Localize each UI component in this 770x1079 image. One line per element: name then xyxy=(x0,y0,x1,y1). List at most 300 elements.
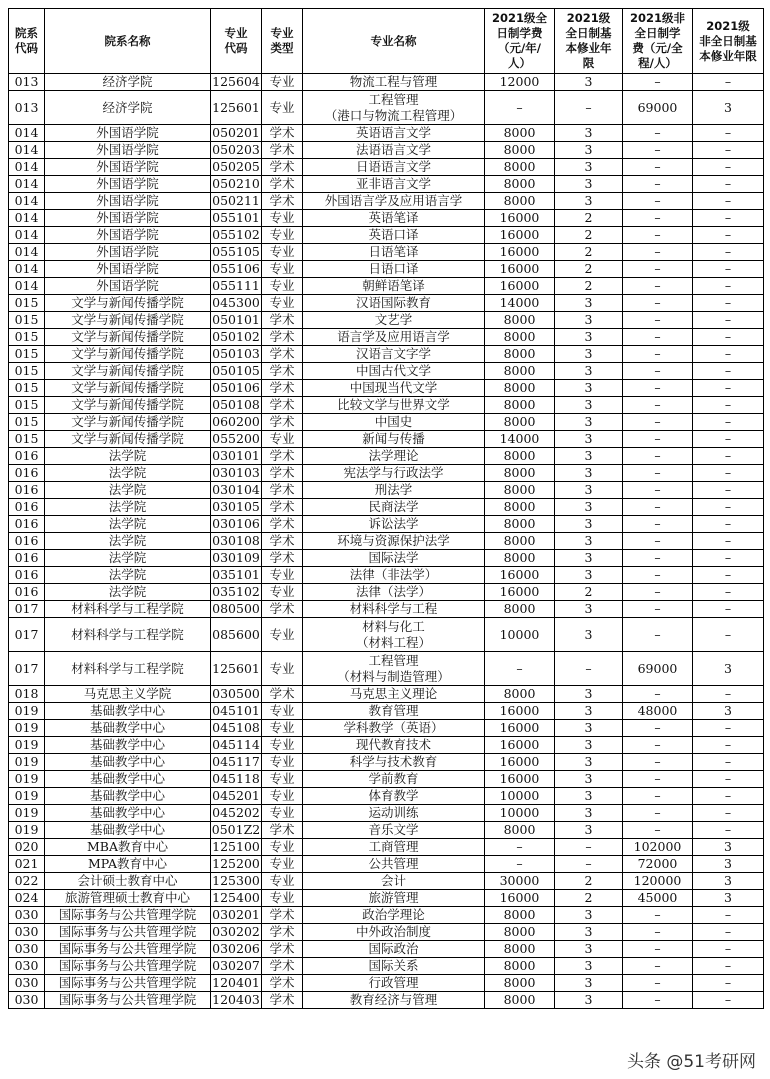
cell-parttime-fee: – xyxy=(623,941,693,958)
cell-fulltime-fee: 14000 xyxy=(485,431,555,448)
cell-major-type: 专业 xyxy=(262,703,303,720)
cell-parttime-years: – xyxy=(693,312,764,329)
cell-major-name: 英语口译 xyxy=(303,227,485,244)
cell-fulltime-years: 3 xyxy=(555,448,623,465)
cell-dept-code: 030 xyxy=(9,992,45,1009)
table-row xyxy=(9,941,764,958)
cell-fulltime-fee: 8000 xyxy=(485,193,555,210)
table-row xyxy=(9,924,764,941)
cell-parttime-years: – xyxy=(693,261,764,278)
cell-major-code: 045114 xyxy=(212,737,260,752)
cell-dept-name: 法学院 xyxy=(45,499,211,516)
cell-parttime-years: – xyxy=(693,550,764,567)
cell-dept-code: 019 xyxy=(9,788,45,805)
cell-dept-name: 文学与新闻传播学院 xyxy=(45,397,211,414)
cell-parttime-years: – xyxy=(693,686,764,703)
cell-dept-name: 基础教学中心 xyxy=(45,822,211,839)
cell-dept-code: 014 xyxy=(9,176,45,193)
cell-parttime-years: – xyxy=(693,720,764,737)
table-row xyxy=(9,533,764,550)
table-row xyxy=(9,465,764,482)
cell-parttime-years: 3 xyxy=(693,873,764,890)
cell-parttime-fee: – xyxy=(623,771,693,788)
table-row xyxy=(9,125,764,142)
cell-parttime-fee: – xyxy=(623,550,693,567)
cell-dept-code: 013 xyxy=(9,91,45,125)
cell-major-name: 工商管理 xyxy=(303,839,485,856)
cell-fulltime-fee: 8000 xyxy=(485,975,555,992)
cell-fulltime-years: 3 xyxy=(555,346,623,363)
cell-fulltime-fee: 8000 xyxy=(485,992,555,1009)
cell-parttime-years: – xyxy=(693,380,764,397)
cell-major-type: 专业 xyxy=(262,771,303,788)
cell-parttime-fee: – xyxy=(623,754,693,771)
cell-major-name: 教育经济与管理 xyxy=(303,992,485,1009)
table-row xyxy=(9,295,764,312)
cell-parttime-fee: – xyxy=(623,686,693,703)
table-row xyxy=(9,890,764,907)
cell-major-name: 政治学理论 xyxy=(303,907,485,924)
cell-parttime-fee: – xyxy=(623,363,693,380)
cell-parttime-fee: 69000 xyxy=(623,652,693,686)
cell-parttime-years: – xyxy=(693,499,764,516)
cell-dept-code: 014 xyxy=(9,159,45,176)
cell-major-code: 055111 xyxy=(212,278,260,293)
cell-fulltime-fee: 8000 xyxy=(485,448,555,465)
cell-major-code: 030206 xyxy=(212,941,260,956)
cell-fulltime-years: 3 xyxy=(555,601,623,618)
cell-parttime-years: – xyxy=(693,482,764,499)
cell-fulltime-fee: 16000 xyxy=(485,278,555,295)
cell-dept-name: 马克思主义学院 xyxy=(45,686,211,703)
cell-fulltime-years: 3 xyxy=(555,737,623,754)
watermark-text: 头条 @51考研网 xyxy=(626,1052,756,1072)
cell-dept-code: 016 xyxy=(9,465,45,482)
cell-major-name: 中国现当代文学 xyxy=(303,380,485,397)
table-row xyxy=(9,584,764,601)
cell-fulltime-fee: 16000 xyxy=(485,754,555,771)
cell-dept-name: 外国语学院 xyxy=(45,142,211,159)
cell-parttime-fee: 120000 xyxy=(623,873,693,890)
cell-fulltime-fee: 8000 xyxy=(485,142,555,159)
cell-parttime-years: – xyxy=(693,346,764,363)
cell-major-code: 030108 xyxy=(212,533,260,548)
cell-parttime-fee: – xyxy=(623,295,693,312)
cell-parttime-fee: – xyxy=(623,907,693,924)
cell-dept-code: 015 xyxy=(9,295,45,312)
cell-fulltime-years: – xyxy=(555,839,623,856)
cell-dept-code: 016 xyxy=(9,448,45,465)
cell-major-type: 学术 xyxy=(262,159,303,176)
cell-fulltime-fee: 8000 xyxy=(485,907,555,924)
cell-dept-name: 法学院 xyxy=(45,550,211,567)
cell-fulltime-fee: 8000 xyxy=(485,499,555,516)
cell-major-name: 语言学及应用语言学 xyxy=(303,329,485,346)
cell-parttime-fee: – xyxy=(623,720,693,737)
table-row xyxy=(9,363,764,380)
cell-major-name: 民商法学 xyxy=(303,499,485,516)
cell-fulltime-fee: 8000 xyxy=(485,601,555,618)
cell-fulltime-years: 3 xyxy=(555,482,623,499)
cell-major-name: 体育教学 xyxy=(303,788,485,805)
cell-major-name: 马克思主义理论 xyxy=(303,686,485,703)
table-row xyxy=(9,737,764,754)
cell-dept-code: 024 xyxy=(9,890,45,907)
cell-major-type: 学术 xyxy=(262,499,303,516)
cell-dept-code: 015 xyxy=(9,380,45,397)
cell-fulltime-years: 3 xyxy=(555,958,623,975)
cell-fulltime-fee: 10000 xyxy=(485,618,555,652)
cell-fulltime-fee: 8000 xyxy=(485,924,555,941)
cell-dept-code: 014 xyxy=(9,210,45,227)
cell-parttime-fee: – xyxy=(623,74,693,91)
cell-major-type: 专业 xyxy=(262,567,303,584)
table-row xyxy=(9,975,764,992)
cell-dept-code: 016 xyxy=(9,567,45,584)
cell-fulltime-years: 2 xyxy=(555,261,623,278)
cell-dept-code: 020 xyxy=(9,839,45,856)
cell-fulltime-years: 3 xyxy=(555,176,623,193)
cell-fulltime-years: 2 xyxy=(555,873,623,890)
cell-fulltime-years: – xyxy=(555,856,623,873)
cell-major-code: 045201 xyxy=(212,788,260,803)
cell-dept-name: 文学与新闻传播学院 xyxy=(45,363,211,380)
header-parttime-fee: 2021级非 全日制学 费（元/全 程/人） xyxy=(623,9,693,74)
cell-fulltime-years: – xyxy=(555,91,623,125)
cell-dept-code: 019 xyxy=(9,703,45,720)
cell-parttime-years: – xyxy=(693,244,764,261)
table-row xyxy=(9,448,764,465)
cell-major-name: 汉语言文字学 xyxy=(303,346,485,363)
cell-parttime-years: – xyxy=(693,227,764,244)
cell-major-name: 外国语言学及应用语言学 xyxy=(303,193,485,210)
cell-fulltime-fee: 8000 xyxy=(485,533,555,550)
cell-dept-name: 基础教学中心 xyxy=(45,805,211,822)
cell-fulltime-years: 3 xyxy=(555,754,623,771)
cell-major-code: 120401 xyxy=(212,975,260,990)
cell-major-type: 学术 xyxy=(262,601,303,618)
cell-fulltime-fee: 8000 xyxy=(485,414,555,431)
cell-dept-name: 国际事务与公共管理学院 xyxy=(45,941,211,958)
table-row xyxy=(9,329,764,346)
header-dept-code: 院系 代码 xyxy=(9,9,45,74)
table-row xyxy=(9,839,764,856)
cell-fulltime-fee: 8000 xyxy=(485,941,555,958)
cell-fulltime-years: – xyxy=(555,652,623,686)
header-dept-name: 院系名称 xyxy=(45,9,211,74)
cell-parttime-fee: – xyxy=(623,992,693,1009)
cell-fulltime-years: 2 xyxy=(555,227,623,244)
cell-dept-name: 法学院 xyxy=(45,567,211,584)
cell-major-code: 125601 xyxy=(211,91,262,125)
cell-major-type: 专业 xyxy=(262,91,303,125)
cell-parttime-fee: – xyxy=(623,125,693,142)
cell-dept-name: 外国语学院 xyxy=(45,159,211,176)
cell-major-code: 125400 xyxy=(212,890,260,905)
cell-major-code: 125601 xyxy=(211,652,262,686)
cell-parttime-years: – xyxy=(693,397,764,414)
cell-parttime-fee: – xyxy=(623,584,693,601)
cell-parttime-years: 3 xyxy=(693,839,764,856)
cell-major-type: 学术 xyxy=(262,550,303,567)
cell-major-name: 日语口译 xyxy=(303,261,485,278)
cell-parttime-fee: – xyxy=(623,431,693,448)
cell-parttime-fee: – xyxy=(623,176,693,193)
cell-fulltime-fee: – xyxy=(485,652,555,686)
cell-dept-name: 法学院 xyxy=(45,465,211,482)
cell-dept-name: 外国语学院 xyxy=(45,244,211,261)
cell-fulltime-years: 3 xyxy=(555,686,623,703)
table-row xyxy=(9,227,764,244)
cell-parttime-years: – xyxy=(693,584,764,601)
cell-fulltime-years: 3 xyxy=(555,703,623,720)
cell-dept-code: 014 xyxy=(9,244,45,261)
cell-parttime-years: – xyxy=(693,431,764,448)
cell-dept-code: 022 xyxy=(9,873,45,890)
cell-fulltime-years: 3 xyxy=(555,397,623,414)
cell-major-code: 050102 xyxy=(212,329,260,344)
cell-dept-code: 017 xyxy=(9,601,45,618)
table-row xyxy=(9,958,764,975)
cell-fulltime-fee: 16000 xyxy=(485,890,555,907)
cell-dept-code: 015 xyxy=(9,346,45,363)
cell-dept-code: 016 xyxy=(9,533,45,550)
table-row xyxy=(9,431,764,448)
cell-fulltime-years: 3 xyxy=(555,907,623,924)
cell-fulltime-years: 3 xyxy=(555,924,623,941)
table-row xyxy=(9,873,764,890)
table-row xyxy=(9,176,764,193)
cell-fulltime-years: 3 xyxy=(555,431,623,448)
cell-fulltime-fee: 16000 xyxy=(485,261,555,278)
cell-dept-name: MBA教育中心 xyxy=(45,839,211,856)
cell-parttime-fee: – xyxy=(623,822,693,839)
cell-parttime-years: – xyxy=(693,907,764,924)
cell-major-name: 国际关系 xyxy=(303,958,485,975)
cell-fulltime-years: 3 xyxy=(555,805,623,822)
cell-fulltime-years: 3 xyxy=(555,193,623,210)
table-row xyxy=(9,652,764,686)
cell-parttime-fee: – xyxy=(623,499,693,516)
cell-major-name: 中国古代文学 xyxy=(303,363,485,380)
cell-fulltime-years: 2 xyxy=(555,890,623,907)
cell-parttime-fee: – xyxy=(623,312,693,329)
cell-major-code: 050205 xyxy=(212,159,260,174)
cell-fulltime-years: 2 xyxy=(555,210,623,227)
cell-major-code: 030103 xyxy=(212,465,260,480)
cell-fulltime-fee: 12000 xyxy=(485,74,555,91)
header-major-name: 专业名称 xyxy=(303,9,485,74)
table-row xyxy=(9,397,764,414)
cell-major-code: 050105 xyxy=(212,363,260,378)
cell-major-type: 学术 xyxy=(262,346,303,363)
cell-major-type: 专业 xyxy=(262,805,303,822)
cell-fulltime-years: 3 xyxy=(555,329,623,346)
cell-dept-code: 015 xyxy=(9,414,45,431)
table-row xyxy=(9,312,764,329)
cell-major-code: 085600 xyxy=(211,618,262,652)
cell-dept-name: 外国语学院 xyxy=(45,227,211,244)
cell-parttime-years: 3 xyxy=(693,652,764,686)
cell-parttime-years: 3 xyxy=(693,856,764,873)
cell-dept-code: 014 xyxy=(9,278,45,295)
table-row xyxy=(9,822,764,839)
cell-major-name: 诉讼法学 xyxy=(303,516,485,533)
cell-parttime-fee: – xyxy=(623,380,693,397)
table-row xyxy=(9,754,764,771)
cell-major-name: 运动训练 xyxy=(303,805,485,822)
cell-dept-code: 030 xyxy=(9,958,45,975)
cell-dept-code: 013 xyxy=(9,74,45,91)
cell-parttime-fee: – xyxy=(623,788,693,805)
table-row xyxy=(9,516,764,533)
cell-major-name: 日语笔译 xyxy=(303,244,485,261)
cell-parttime-years: – xyxy=(693,941,764,958)
cell-parttime-fee: – xyxy=(623,193,693,210)
cell-major-code: 050203 xyxy=(212,142,260,157)
cell-dept-name: 国际事务与公共管理学院 xyxy=(45,907,211,924)
cell-fulltime-years: 3 xyxy=(555,312,623,329)
cell-fulltime-fee: 16000 xyxy=(485,720,555,737)
cell-dept-name: 文学与新闻传播学院 xyxy=(45,329,211,346)
cell-major-type: 学术 xyxy=(262,975,303,992)
cell-fulltime-years: 3 xyxy=(555,125,623,142)
cell-dept-code: 015 xyxy=(9,397,45,414)
cell-dept-name: 国际事务与公共管理学院 xyxy=(45,975,211,992)
cell-parttime-years: – xyxy=(693,788,764,805)
table-row xyxy=(9,142,764,159)
cell-dept-code: 019 xyxy=(9,805,45,822)
cell-fulltime-years: 3 xyxy=(555,720,623,737)
cell-fulltime-years: 3 xyxy=(555,465,623,482)
cell-dept-name: 基础教学中心 xyxy=(45,754,211,771)
table-row xyxy=(9,771,764,788)
cell-major-type: 学术 xyxy=(262,822,303,839)
cell-major-type: 专业 xyxy=(262,754,303,771)
cell-fulltime-years: 3 xyxy=(555,380,623,397)
cell-parttime-fee: – xyxy=(623,142,693,159)
header-major-type: 专业 类型 xyxy=(262,9,303,74)
cell-dept-name: 外国语学院 xyxy=(45,210,211,227)
cell-major-code: 050201 xyxy=(212,125,260,140)
cell-fulltime-fee: 8000 xyxy=(485,482,555,499)
cell-major-name: 现代教育技术 xyxy=(303,737,485,754)
cell-parttime-fee: 102000 xyxy=(623,839,693,856)
cell-parttime-fee: – xyxy=(623,601,693,618)
cell-fulltime-years: 3 xyxy=(555,499,623,516)
cell-major-type: 专业 xyxy=(262,788,303,805)
cell-fulltime-fee: 8000 xyxy=(485,176,555,193)
cell-fulltime-fee: 8000 xyxy=(485,159,555,176)
cell-fulltime-fee: 8000 xyxy=(485,822,555,839)
table-row xyxy=(9,601,764,618)
table-row xyxy=(9,703,764,720)
cell-major-type: 专业 xyxy=(262,227,303,244)
cell-major-code: 045117 xyxy=(212,754,260,769)
cell-major-code: 050108 xyxy=(212,397,260,412)
cell-parttime-years: – xyxy=(693,159,764,176)
cell-major-type: 专业 xyxy=(262,890,303,907)
cell-parttime-years: – xyxy=(693,567,764,584)
cell-fulltime-fee: 30000 xyxy=(485,873,555,890)
cell-dept-name: 文学与新闻传播学院 xyxy=(45,414,211,431)
table-row xyxy=(9,567,764,584)
cell-major-type: 学术 xyxy=(262,176,303,193)
cell-major-name: 国际政治 xyxy=(303,941,485,958)
cell-major-name: 汉语国际教育 xyxy=(303,295,485,312)
cell-dept-name: 外国语学院 xyxy=(45,278,211,295)
table-row xyxy=(9,278,764,295)
cell-major-name: 英语笔译 xyxy=(303,210,485,227)
cell-major-name: 刑法学 xyxy=(303,482,485,499)
cell-dept-name: 材料科学与工程学院 xyxy=(45,601,211,618)
header-row xyxy=(9,9,764,74)
cell-parttime-fee: – xyxy=(623,567,693,584)
cell-major-name: 材料与化工 （材料工程） xyxy=(303,618,485,652)
cell-fulltime-fee: 8000 xyxy=(485,550,555,567)
cell-parttime-years: – xyxy=(693,363,764,380)
cell-dept-code: 014 xyxy=(9,227,45,244)
cell-major-type: 学术 xyxy=(262,686,303,703)
cell-major-type: 专业 xyxy=(262,431,303,448)
cell-fulltime-fee: – xyxy=(485,91,555,125)
cell-parttime-years: – xyxy=(693,771,764,788)
cell-major-type: 专业 xyxy=(262,839,303,856)
table-row xyxy=(9,686,764,703)
cell-fulltime-fee: 8000 xyxy=(485,346,555,363)
cell-dept-name: 法学院 xyxy=(45,482,211,499)
cell-dept-code: 017 xyxy=(9,652,45,686)
cell-parttime-years: – xyxy=(693,74,764,91)
cell-dept-code: 019 xyxy=(9,720,45,737)
cell-fulltime-years: 2 xyxy=(555,278,623,295)
cell-major-name: 法律（法学） xyxy=(303,584,485,601)
table-row xyxy=(9,550,764,567)
cell-parttime-years: – xyxy=(693,125,764,142)
cell-parttime-fee: 45000 xyxy=(623,890,693,907)
table-row xyxy=(9,210,764,227)
cell-dept-name: 文学与新闻传播学院 xyxy=(45,380,211,397)
cell-dept-code: 030 xyxy=(9,907,45,924)
cell-major-code: 050106 xyxy=(212,380,260,395)
cell-parttime-fee: – xyxy=(623,244,693,261)
cell-dept-code: 014 xyxy=(9,125,45,142)
table-row xyxy=(9,720,764,737)
cell-fulltime-years: 2 xyxy=(555,244,623,261)
cell-dept-code: 030 xyxy=(9,941,45,958)
table-row xyxy=(9,193,764,210)
cell-fulltime-fee: 16000 xyxy=(485,210,555,227)
cell-major-code: 030106 xyxy=(212,516,260,531)
cell-fulltime-years: 3 xyxy=(555,771,623,788)
cell-parttime-fee: – xyxy=(623,261,693,278)
cell-dept-code: 021 xyxy=(9,856,45,873)
cell-dept-name: 材料科学与工程学院 xyxy=(45,618,211,652)
cell-parttime-years: – xyxy=(693,958,764,975)
cell-fulltime-years: 3 xyxy=(555,822,623,839)
cell-parttime-years: – xyxy=(693,754,764,771)
cell-parttime-years: – xyxy=(693,278,764,295)
cell-major-name: 科学与技术教育 xyxy=(303,754,485,771)
cell-dept-name: 旅游管理硕士教育中心 xyxy=(45,890,211,907)
cell-major-code: 030201 xyxy=(212,907,260,922)
table-row xyxy=(9,244,764,261)
cell-dept-name: MPA教育中心 xyxy=(45,856,211,873)
cell-parttime-fee: – xyxy=(623,278,693,295)
cell-dept-code: 014 xyxy=(9,142,45,159)
cell-major-type: 学术 xyxy=(262,992,303,1009)
table-row xyxy=(9,805,764,822)
